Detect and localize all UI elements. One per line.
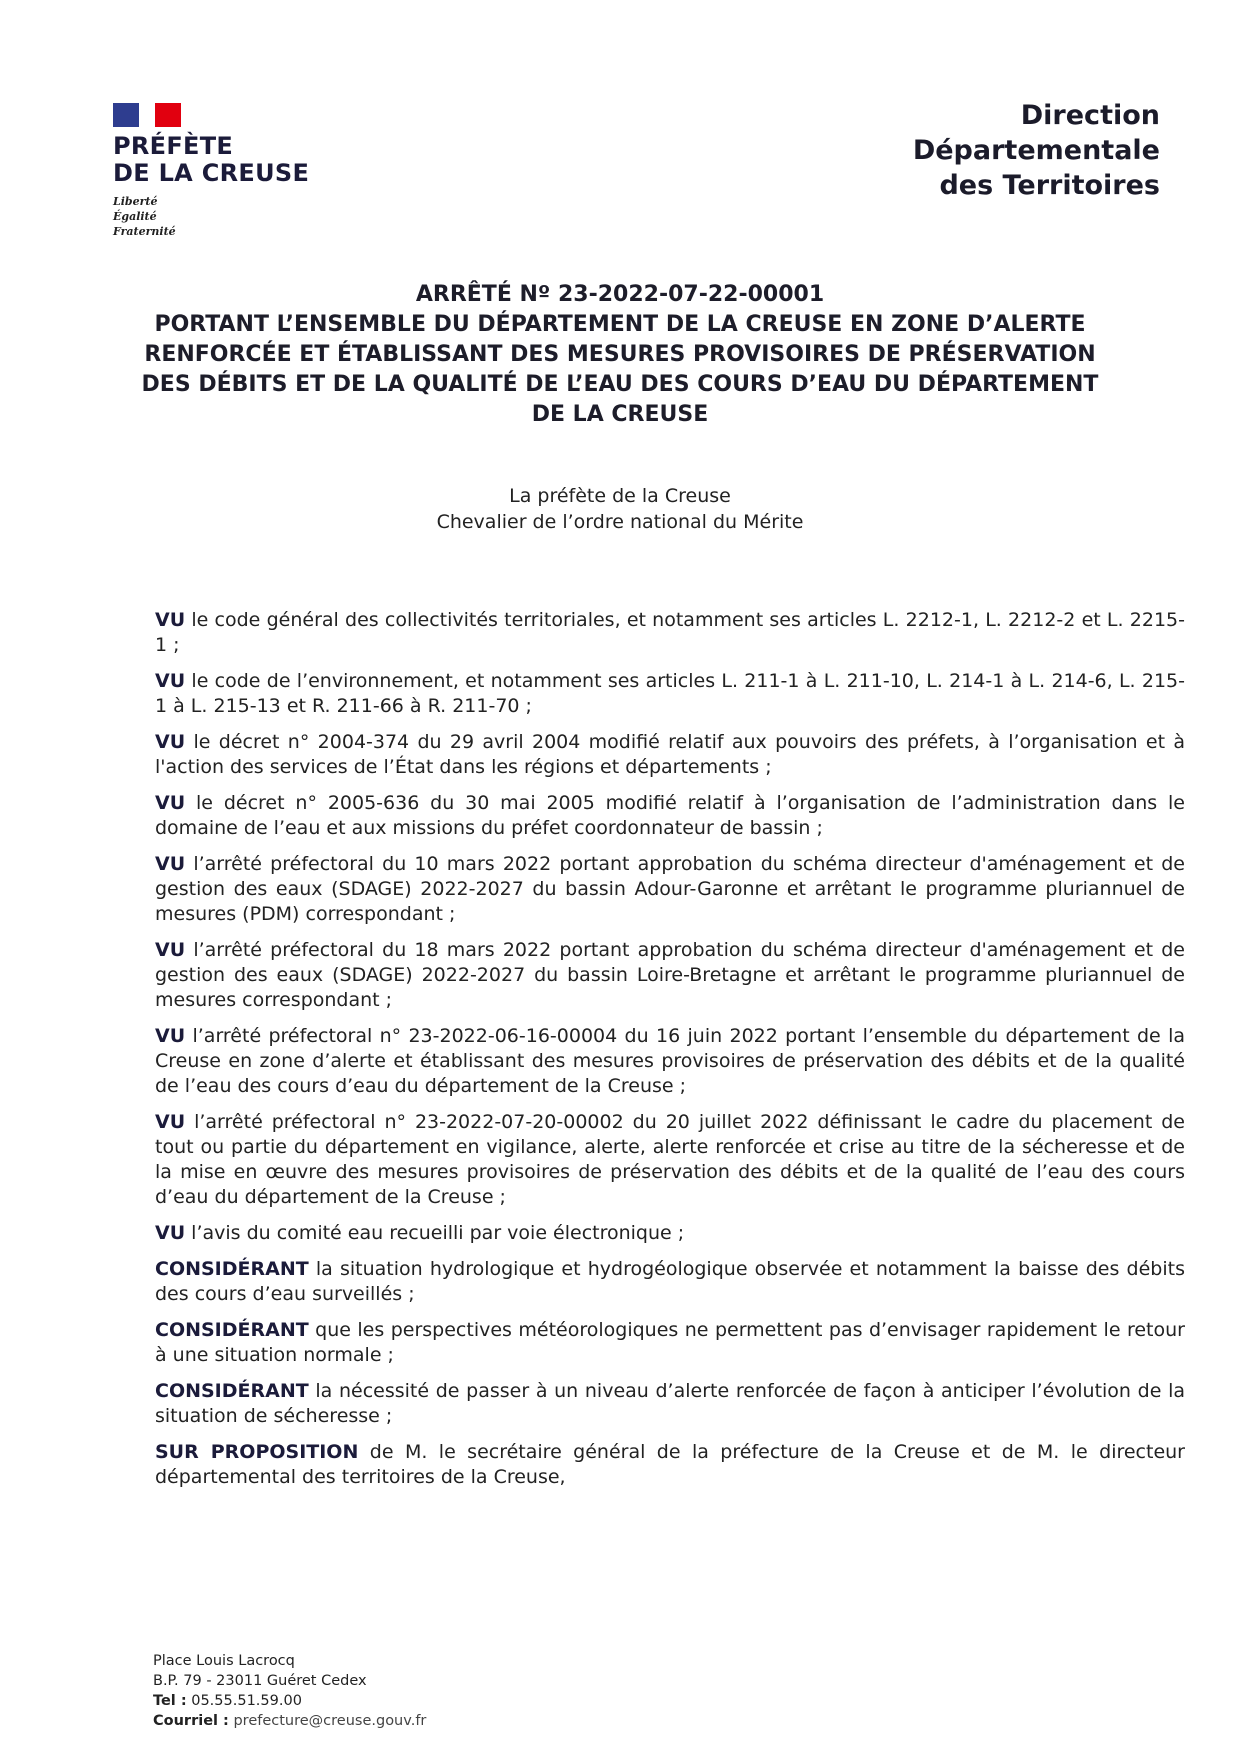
preamble-text: l’arrêté préfectoral n° 23-2022-07-20-00002 du 20 juillet 2022 définissant le cadre du placement de tout ou partie du département en vigilance, alerte, alerte renforcée et crise au titre de la sécheresse et de la mise en œuvre des mesures provisoires de préservation des débits et de la qualité de l’eau des cours d’eau du département de la Creuse ;	[155, 1111, 1185, 1208]
motto-liberte: Liberté	[113, 195, 158, 208]
preamble-text: l’arrêté préfectoral du 18 mars 2022 portant approbation du schéma directeur d'aménagement et de gestion des eaux (SDAGE) 2022-2027 du bassin Loire-Bretagne et arrêtant le programme pluriannuel de mesures correspondant ;	[155, 939, 1185, 1011]
signatory-title: La préfète de la Creuse	[509, 485, 731, 507]
preamble-text: l’arrêté préfectoral du 10 mars 2022 portant approbation du schéma directeur d'aménagement et de gestion des eaux (SDAGE) 2022-2027 du bassin Adour-Garonne et arrêtant le programme pluriannuel de mesures (PDM) correspondant ;	[155, 853, 1185, 925]
preamble-paragraph	[155, 1024, 1185, 1099]
directorate-line-3: des Territoires	[939, 170, 1160, 201]
decree-number: ARRÊTÉ Nº 23-2022-07-22-00001	[415, 282, 825, 307]
preamble-paragraph	[155, 1221, 1185, 1246]
preamble-paragraph	[155, 1257, 1185, 1307]
preamble-text: la situation hydrologique et hydrogéologique observée et notamment la baisse des débits des cours d’eau surveillés ;	[155, 1258, 1185, 1305]
signatory-distinction: Chevalier de l’ordre national du Mérite	[436, 511, 804, 533]
footer-address-line-1: Place Louis Lacrocq	[153, 1653, 295, 1669]
phone-number: 05.55.51.59.00	[186, 1693, 302, 1709]
footer-phone	[153, 1691, 426, 1711]
preamble-keyword: VU	[155, 792, 186, 814]
preamble-keyword: SUR PROPOSITION	[155, 1441, 359, 1463]
preamble-text: le code de l’environnement, et notamment ses articles L. 211-1 à L. 211-10, L. 214-1 à L. 214-6, L. 215-1 à L. 215-13 et R. 211-66 à R. 211-70 ;	[155, 670, 1185, 717]
preamble-keyword: VU	[155, 670, 186, 692]
preamble-text: le code général des collectivités territoriales, et notamment ses articles L. 2212-1, L. 2212-2 et L. 2215-1 ;	[155, 609, 1185, 656]
email-address[interactable]: prefecture@creuse.gouv.fr	[228, 1713, 427, 1729]
preamble-text: que les perspectives météorologiques ne permettent pas d’envisager rapidement le retour à une situation normale ;	[155, 1319, 1185, 1366]
directorate-line-1: Direction	[1020, 100, 1160, 131]
footer-contact	[153, 1651, 426, 1731]
phone-label: Tel :	[153, 1693, 187, 1709]
prefecture-line-2: DE LA CREUSE	[113, 159, 310, 187]
decree-title	[140, 280, 1100, 430]
email-label: Courriel :	[153, 1713, 229, 1729]
footer-address-line-2: B.P. 79 - 23011 Guéret Cedex	[153, 1673, 367, 1689]
preamble-paragraph	[155, 669, 1185, 719]
preamble-paragraph	[155, 791, 1185, 841]
footer-email	[153, 1711, 426, 1731]
preamble-keyword: VU	[155, 1111, 186, 1133]
preamble-paragraph	[155, 1318, 1185, 1368]
preamble-keyword: CONSIDÉRANT	[155, 1258, 309, 1280]
preamble-keyword: CONSIDÉRANT	[155, 1319, 309, 1341]
preamble-text: de M. le secrétaire général de la préfecture de la Creuse et de M. le directeur départemental des territoires de la Creuse,	[155, 1441, 1185, 1488]
preamble-paragraph	[155, 1110, 1185, 1210]
decree-preamble	[155, 608, 1185, 1501]
preamble-paragraph	[155, 730, 1185, 780]
preamble-keyword: VU	[155, 853, 186, 875]
preamble-paragraph	[155, 938, 1185, 1013]
preamble-keyword: VU	[155, 1025, 186, 1047]
republic-motto	[113, 194, 176, 239]
preamble-text: la nécessité de passer à un niveau d’alerte renforcée de façon à anticiper l’évolution de la situation de sécheresse ;	[155, 1380, 1185, 1427]
prefecture-line-1: PRÉFÈTE	[113, 132, 234, 160]
french-flag-logo	[113, 103, 181, 127]
preamble-text: le décret n° 2005-636 du 30 mai 2005 modifié relatif à l’organisation de l’administration dans le domaine de l’eau et aux missions du préfet coordonnateur de bassin ;	[155, 792, 1185, 839]
preamble-keyword: VU	[155, 1222, 186, 1244]
issuing-directorate	[913, 98, 1160, 203]
prefecture-name	[113, 133, 309, 187]
motto-egalite: Égalité	[113, 210, 157, 223]
preamble-paragraph	[155, 1440, 1185, 1490]
preamble-text: l’arrêté préfectoral n° 23-2022-06-16-00004 du 16 juin 2022 portant l’ensemble du département de la Creuse en zone d’alerte et établissant des mesures provisoires de préservation des débits et de la qualité de l’eau des cours d’eau du département de la Creuse ;	[155, 1025, 1185, 1097]
preamble-keyword: VU	[155, 939, 186, 961]
preamble-text: le décret n° 2004-374 du 29 avril 2004 modifié relatif aux pouvoirs des préfets, à l’organisation et à l'action des services de l’État dans les régions et départements ;	[155, 731, 1185, 778]
directorate-line-2: Départementale	[912, 135, 1160, 166]
preamble-keyword: VU	[155, 731, 186, 753]
preamble-paragraph	[155, 1379, 1185, 1429]
preamble-keyword: VU	[155, 609, 186, 631]
preamble-paragraph	[155, 608, 1185, 658]
signatory-block	[140, 483, 1100, 535]
preamble-keyword: CONSIDÉRANT	[155, 1380, 309, 1402]
preamble-paragraph	[155, 852, 1185, 927]
motto-fraternite: Fraternité	[113, 225, 176, 238]
preamble-text: l’avis du comité eau recueilli par voie électronique ;	[185, 1222, 685, 1244]
decree-subject: PORTANT L’ENSEMBLE DU DÉPARTEMENT DE LA CREUSE EN ZONE D’ALERTE RENFORCÉE ET ÉTABLISSANT DES MESURES PROVISOIRES DE PRÉSERVATION DES DÉBITS ET DE LA QUALITÉ DE L’EAU DES COURS D’EAU DU DÉPARTEMENT DE LA CREUSE	[141, 312, 1099, 427]
